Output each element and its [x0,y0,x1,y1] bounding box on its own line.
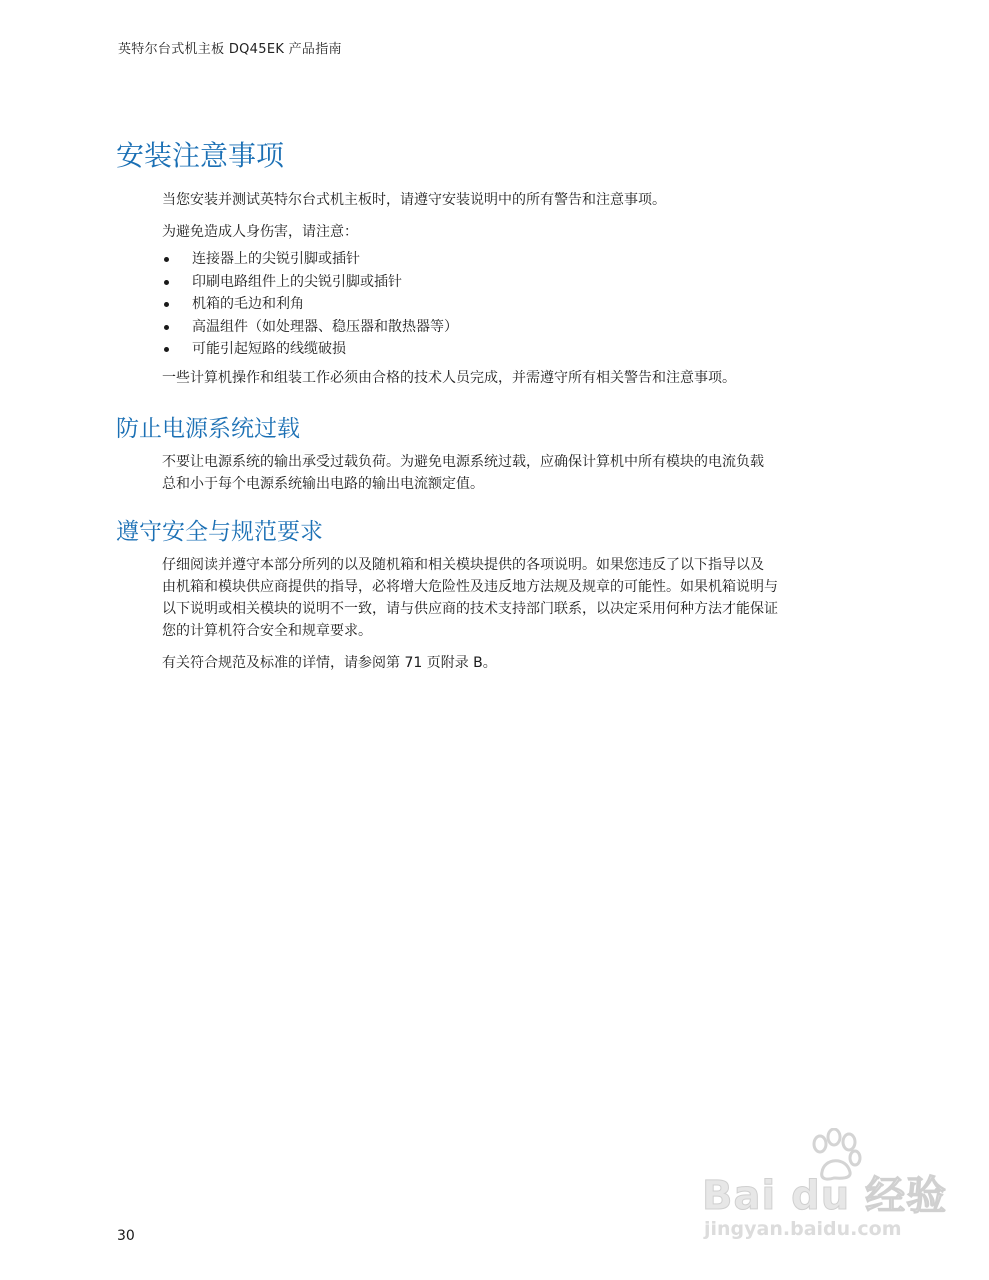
overload-body-line-1: 不要让电源系统的输出承受过载负荷。为避免电源系统过载，应确保计算机中所有模块的电流负载 [162,454,764,470]
install-lead: 为避免造成人身伤害，请注意： [162,224,358,240]
compliance-body-line-4: 您的计算机符合安全和规章要求。 [162,623,372,639]
list-item [162,316,458,339]
list-item [162,271,458,294]
bullet-icon [164,280,169,285]
section-heading-install: 安装注意事项 [116,139,285,172]
page-number: 30 [117,1228,135,1244]
section-heading-compliance: 遵守安全与规范要求 [116,519,323,545]
compliance-body-line-2: 由机箱和模块供应商提供的指导，必将增大危险性及违反地方法规及规章的可能性。如果机箱说明与 [162,579,778,595]
compliance-body-line-3: 以下说明或相关模块的说明不一致，请与供应商的技术支持部门联系，以决定采用何种方法才能保证 [162,601,778,617]
list-item-text: 印刷电路组件上的尖锐引脚或插针 [192,273,402,290]
bullet-icon [164,347,169,352]
install-intro: 当您安装并测试英特尔台式机主板时，请遵守安装说明中的所有警告和注意事项。 [162,192,666,208]
list-item-text: 机箱的毛边和利角 [192,296,304,312]
overload-body-line-2: 总和小于每个电源系统输出电路的输出电流额定值。 [162,476,484,492]
bullet-icon [164,257,169,262]
hazard-list [162,248,458,361]
list-item [162,338,458,361]
list-item-text: 连接器上的尖锐引脚或插针 [192,251,360,267]
list-item [162,293,458,316]
bullet-icon [164,325,169,330]
compliance-body-line-1: 仔细阅读并遵守本部分所列的以及随机箱和相关模块提供的各项说明。如果您违反了以下指导以及 [162,557,764,573]
watermark-brand: Bai du 经验 [702,1173,948,1219]
compliance-reference: 有关符合规范及标准的详情，请参阅第 71 页附录 B。 [162,655,497,671]
install-closing: 一些计算机操作和组装工作必须由合格的技术人员完成，并需遵守所有相关警告和注意事项。 [162,370,736,386]
section-heading-overload: 防止电源系统过载 [116,416,300,442]
running-header: 英特尔台式机主板 DQ45EK 产品指南 [118,42,342,57]
list-item [162,248,458,271]
list-item-text: 高温组件（如处理器、稳压器和散热器等） [192,318,458,335]
list-item-text: 可能引起短路的线缆破损 [192,341,346,357]
bullet-icon [164,302,169,307]
baidu-watermark [702,1128,948,1248]
watermark-url: jingyan.baidu.com [704,1218,902,1240]
